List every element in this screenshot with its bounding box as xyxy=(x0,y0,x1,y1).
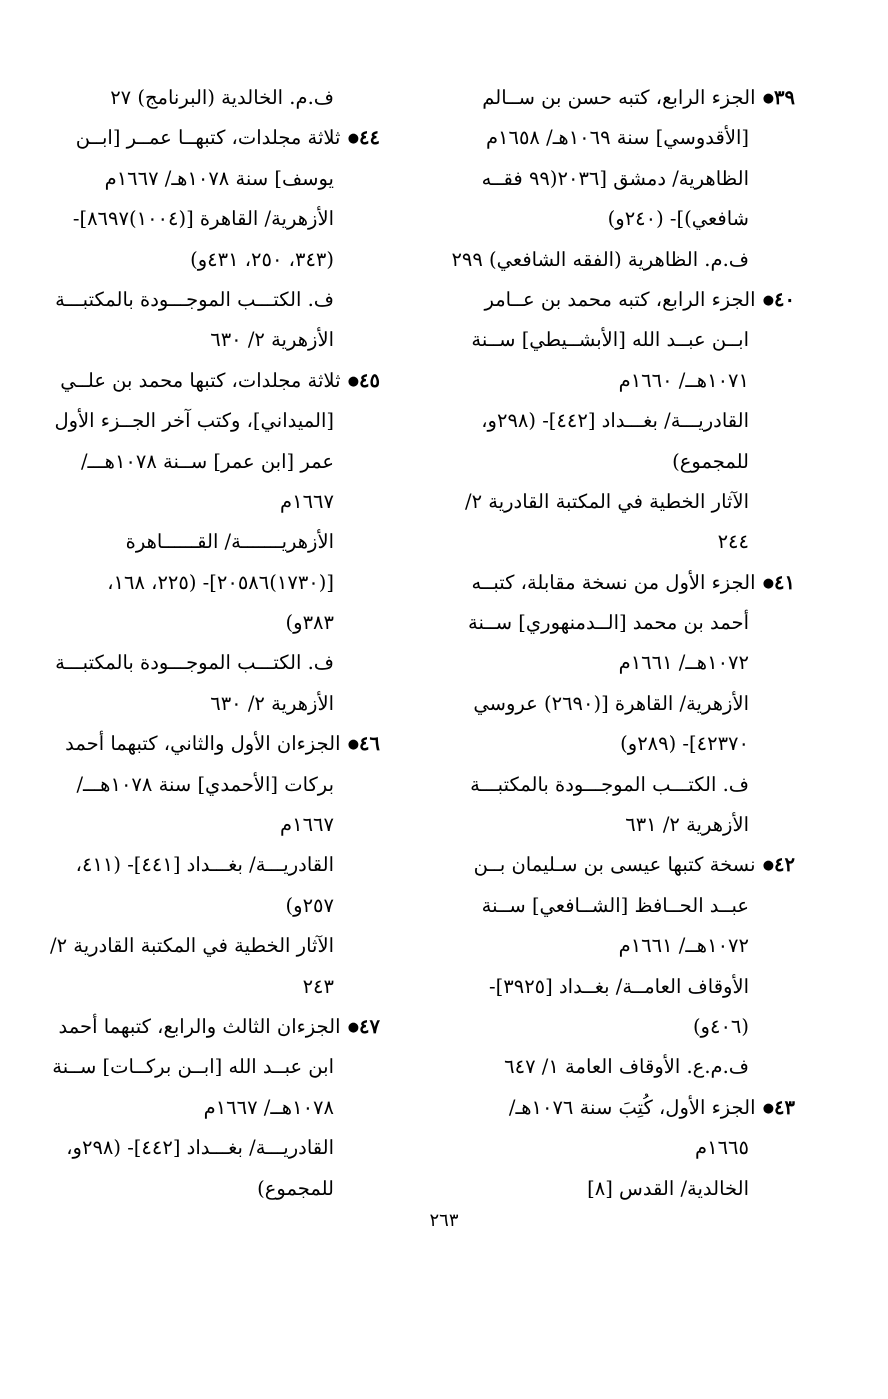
entry-first-line xyxy=(58,361,380,401)
entry-line: ابــن عبــد الله [الأبشــيطي] ســنة xyxy=(471,328,749,352)
entry-first-line xyxy=(58,724,380,764)
entry-line: ٣٨٣و) xyxy=(285,611,334,635)
entry-text: الجزءان الأول والثاني، كتبهما أحمد xyxy=(65,732,341,756)
entry-line: الأوقاف العامــة/ بغــداد [٣٩٢٥]- xyxy=(489,974,749,998)
entry-line: ٢٥٧و) xyxy=(285,893,334,917)
manuscript-entry xyxy=(55,118,380,360)
bullet-icon: ● xyxy=(347,737,360,753)
continuation-line: ف.م. الخالدية (البرنامج) ٢٧ xyxy=(110,86,334,109)
entry-line: عمر [ابن عمر] ســنة ١٠٧٨هـــ/ xyxy=(80,449,334,473)
entry-line: القادريـــة/ بغـــداد [٤٤١]- (٤١١، xyxy=(75,853,334,877)
entry-line: يوسف] سنة ١٠٧٨هـ/ ١٦٦٧م xyxy=(104,166,334,190)
entry-number: ٤٣ xyxy=(774,1095,795,1119)
bullet-icon: ● xyxy=(762,1100,775,1116)
manuscript-entry xyxy=(439,563,795,846)
entry-line: القادريـــة/ بغـــداد [٤٤٢]- (٢٩٨و، xyxy=(481,409,749,433)
entry-first-line xyxy=(439,845,795,885)
entry-line: [(١٧٣٠)٢٠٥٨٦]- (٢٢٥، ١٦٨، xyxy=(107,570,334,594)
entry-line: (٤٠٦و) xyxy=(692,1014,749,1038)
manuscript-entry xyxy=(439,280,795,563)
entry-line: ١٦٦٧م xyxy=(280,813,334,837)
entry-line: الأزهرية ٢/ ٦٣٠ xyxy=(210,328,334,352)
entry-line: ١٠٧١هــ/ ١٦٦٠م xyxy=(618,368,749,392)
entry-line: الأزهرية/ القاهرة [(١٠٠٤)٨٦٩٧]- xyxy=(72,207,334,231)
right-column xyxy=(439,78,795,1209)
entry-number: ٤٦ xyxy=(359,732,380,756)
page-number: ٢٦٣ xyxy=(429,1210,459,1231)
entry-text: ثلاثة مجلدات، كتبها محمد بن علــي xyxy=(60,368,341,392)
entry-first-line xyxy=(439,280,795,320)
entry-line: الأزهريـــــــة/ القــــــاهرة xyxy=(125,530,334,554)
entry-line: القادريـــة/ بغـــداد [٤٤٢]- (٢٩٨و، xyxy=(66,1136,334,1160)
entry-number: ٤٠ xyxy=(774,287,795,311)
bullet-icon: ● xyxy=(762,292,775,308)
entry-line: ٤٢٣٧٠]- (٢٨٩و) xyxy=(620,732,749,756)
entry-line: ف.م. الظاهرية (الفقه الشافعي) ٢٩٩ xyxy=(451,247,749,271)
entry-line: للمجموع) xyxy=(257,1176,334,1200)
entry-line: الخالدية/ القدس [٨] xyxy=(587,1176,749,1200)
entry-number: ٤٥ xyxy=(359,368,380,392)
entry-text: الجزء الرابع، كتبه حسن بن ســالم xyxy=(482,86,756,109)
entry-line: ١٠٧٢هــ/ ١٦٦١م xyxy=(618,934,749,958)
manuscript-entry xyxy=(439,78,795,280)
entry-line: [الميداني]، وكتب آخر الجــزء الأول xyxy=(54,409,334,433)
entry-line: عبــد الحــافظ [الشــافعي] ســنة xyxy=(481,893,749,917)
entry-line: الأزهرية ٢/ ٦٣٠ xyxy=(210,691,334,715)
entry-line: ف.م.ع. الأوقاف العامة ١/ ٦٤٧ xyxy=(504,1055,749,1079)
entry-line: شافعي)]- (٢٤٠و) xyxy=(607,207,749,231)
entry-first-line xyxy=(439,78,795,118)
entry-line: ابن عبــد الله [ابــن بركــات] ســنة xyxy=(52,1055,334,1079)
entry-line: الآثار الخطية في المكتبة القادرية ٢/ xyxy=(464,489,749,513)
bullet-icon: ● xyxy=(347,131,360,147)
manuscript-entry xyxy=(439,845,795,1087)
entry-line: بركات [الأحمدي] سنة ١٠٧٨هـــ/ xyxy=(76,772,334,796)
entry-line: ٢٤٣ xyxy=(302,974,334,998)
entry-number: ٤٢ xyxy=(774,853,795,877)
entry-line: ف. الكتـــب الموجـــودة بالمكتبـــة xyxy=(55,287,334,311)
bullet-icon: ● xyxy=(347,1019,360,1035)
manuscript-entry xyxy=(49,724,380,1007)
entry-text: الجزء الأول من نسخة مقابلة، كتبــه xyxy=(471,570,756,594)
bullet-icon: ● xyxy=(762,575,775,591)
entry-line: ف. الكتـــب الموجـــودة بالمكتبـــة xyxy=(470,772,749,796)
bullet-icon: ● xyxy=(762,91,775,106)
entry-first-line xyxy=(439,1088,795,1128)
entry-text: الجزء الرابع، كتبه محمد بن عــامر xyxy=(484,287,756,311)
entry-number: ٤٧ xyxy=(359,1014,380,1038)
entry-line: ١٦٦٧م xyxy=(280,489,334,513)
entry-line: (٣٤٣، ٢٥٠، ٤٣١و) xyxy=(190,247,334,271)
entry-number: ٤٤ xyxy=(359,126,380,150)
entry-text: الجزء الأول، كُتِبَ سنة ١٠٧٦هـ/ xyxy=(508,1095,756,1119)
entry-line: ف. الكتـــب الموجـــودة بالمكتبـــة xyxy=(55,651,334,675)
entry-text: ثلاثة مجلدات، كتبهــا عمــر [ابــن xyxy=(75,126,341,150)
entry-line: ١٦٦٥م xyxy=(695,1136,749,1160)
entry-line: أحمد بن محمد [الــدمنهوري] ســنة xyxy=(468,611,749,635)
entry-first-line xyxy=(439,563,795,603)
manuscript-entry xyxy=(52,1007,380,1209)
entry-line: الأزهرية ٢/ ٦٣١ xyxy=(625,813,749,837)
entry-line: ١٠٧٨هــ/ ١٦٦٧م xyxy=(203,1095,334,1119)
entry-line: الأزهرية/ القاهرة [(٢٦٩٠) عروسي xyxy=(473,691,749,715)
manuscript-entry xyxy=(54,361,380,725)
entry-text: نسخة كتبها عيسى بن سـليمان بــن xyxy=(473,853,756,877)
entry-line: ١٠٧٢هــ/ ١٦٦١م xyxy=(618,651,749,675)
entry-line: الآثار الخطية في المكتبة القادرية ٢/ xyxy=(49,934,334,958)
entry-number: ٣٩ xyxy=(774,86,795,109)
bullet-icon: ● xyxy=(347,373,360,389)
entry-line: الظاهرية/ دمشق [٢٠٣٦(٩٩ فقــه xyxy=(481,166,749,190)
entry-first-line xyxy=(58,1007,380,1047)
entry-number: ٤١ xyxy=(774,570,795,594)
entry-line: ٢٤٤ xyxy=(717,530,749,554)
entry-text: الجزءان الثالث والرابع، كتبهما أحمد xyxy=(58,1014,341,1038)
left-column xyxy=(49,78,380,1209)
manuscript-entry xyxy=(439,1088,795,1209)
entry-line: للمجموع) xyxy=(672,449,749,473)
entry-line: [الأقدوسي] سنة ١٠٦٩هـ/ ١٦٥٨م xyxy=(485,126,749,150)
entry-first-line xyxy=(58,118,380,158)
bullet-icon: ● xyxy=(762,858,775,874)
